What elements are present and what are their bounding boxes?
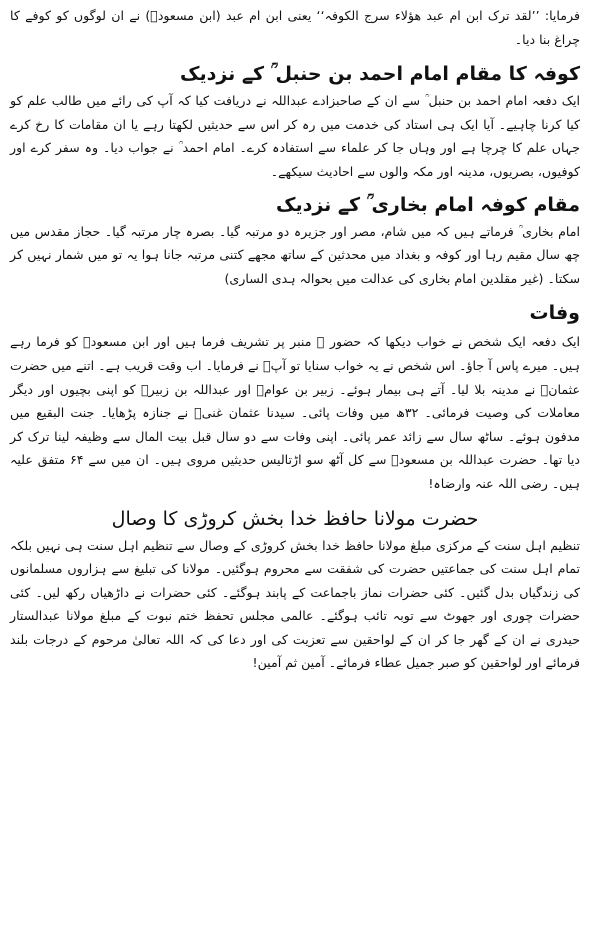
paragraph-kufa-imam-bukhari: امام بخاری ؒ فرماتے ہیں کہ میں شام، مصر اور جزیرہ دو مرتبہ گیا۔ بصرہ چار مرتبہ گیا۔ حجاز مقدس میں چھ سال مقیم رہا اور کوفہ و بغداد میں محدثین کے ساتھ مجھے کتنی مرتبہ جانا ہوا یہ تو میں شمار نہیں کر سکتا۔ (غیر مقلدین امام بخاری کی عدالت میں بحوالہ ہدی الساری) [10,223,580,286]
paragraph-kufa-imam-ahmad: ایک دفعہ امام احمد بن حنبل ؒ سے ان کے صاحبزادے عبداللہ نے دریافت کیا کہ آپ کی رائے میں طالب علم کو کیا کرنا چاہیے۔ آیا ایک ہی استاد کی خدمت میں رہ کر اس سے حدیثیں لکھتا رہے یا ان مقامات کا رخ کرے جہاں علم کا چرچا ہے اور وہاں جا کر علماء سے استفادہ کرے۔ امام احمد ؒ نے جواب دیا۔ وہ سفر کرے اور کوفیوں، بصریوں، مدینہ اور مکہ والوں سے احادیث سیکھے۔ [10,93,580,179]
heading-kufa-imam-ahmad: کوفہ کا مقام امام احمد بن حنبل ؒ کے نزدیک [179,63,580,86]
paragraph-wafat: ایک دفعہ ایک شخص نے خواب دیکھا کہ حضور ﷺ منبر پر تشریف فرما ہیں اور ابن مسعودؓ کو فرما رہے ہیں۔ میرے پاس آ جاؤ۔ اس شخص نے یہ خواب سنایا تو آپؓ نے فرمایا۔ اب وقت قریب ہے۔ اتنے میں حضرت عثمانؓ نے مدینہ بلا لیا۔ آتے ہی بیمار ہوئے۔ زبیر بن عوامؓ اور عبداللہ بن زبیرؓ کو اپنی بچیوں اور دیگر معاملات کی وصیت فرمائی۔ ۳۲ھ میں وفات پائی۔ سیدنا عثمان غنیؓ نے جنازہ پڑھایا۔ جنت البقیع میں مدفون ہوئے۔ ساٹھ سال سے زائد عمر پائی۔ اپنی وفات سے دو سال قبل بیت المال سے وظیفہ لینا ترک کر دیا تھا۔ حضرت عبداللہ بن مسعودؓ سے کل آٹھ سو اڑتالیس حدیثیں مروی ہیں۔ ان میں سے ۶۴ متفق علیہ ہیں۔ رضی اللہ عنہ وارضاہ! [10,334,580,491]
heading-wafat: وفات [529,302,580,325]
heading-wisal: حضرت مولانا حافظ خدا بخش کروڑی کا وصال [111,507,479,530]
heading-kufa-imam-bukhari: مقام کوفہ امام بخاری ؒ کے نزدیک [276,193,580,216]
paragraph-wisal: تنظیم اہل سنت کے مرکزی مبلغ مولانا حافظ خدا بخش کروڑی کے وصال سے تنظیم اہل سنت ہی نہیں بلکہ تمام اہل سنت کی جماعتیں حضرت کی شفقت سے محروم ہوگئیں۔ مولانا کی تبلیغ سے ہزاروں مسلمانوں کی زندگیاں بدل گئیں۔ کئی حضرات نماز باجماعت کے پابند ہوگئے۔ کئی حضرات نے داڑھیاں رکھ لیں۔ کئی حضرات چوری اور جھوٹ سے توبہ تائب ہوگئے۔ عالمی مجلس تحفظ ختم نبوت کے مبلغ مولانا عبدالستار حیدری نے ان کے گھر جا کر ان کے لواحقین سے تعزیت کی اور دعا کی کہ اللہ تعالیٰ مرحوم کے درجات بلند فرمائے اور لواحقین کو صبر جمیل عطاء فرمائے۔ آمین ثم آمین! [10,537,580,671]
intro-paragraph: فرمایا: ’’لقد ترک ابن ام عبد ھؤلاء سرج الکوفہ‘‘ یعنی ابن ام عبد (ابن مسعودؓ) نے ان لوگوں کو کوفے کا چراغ بنا دیا۔ [10,8,580,47]
